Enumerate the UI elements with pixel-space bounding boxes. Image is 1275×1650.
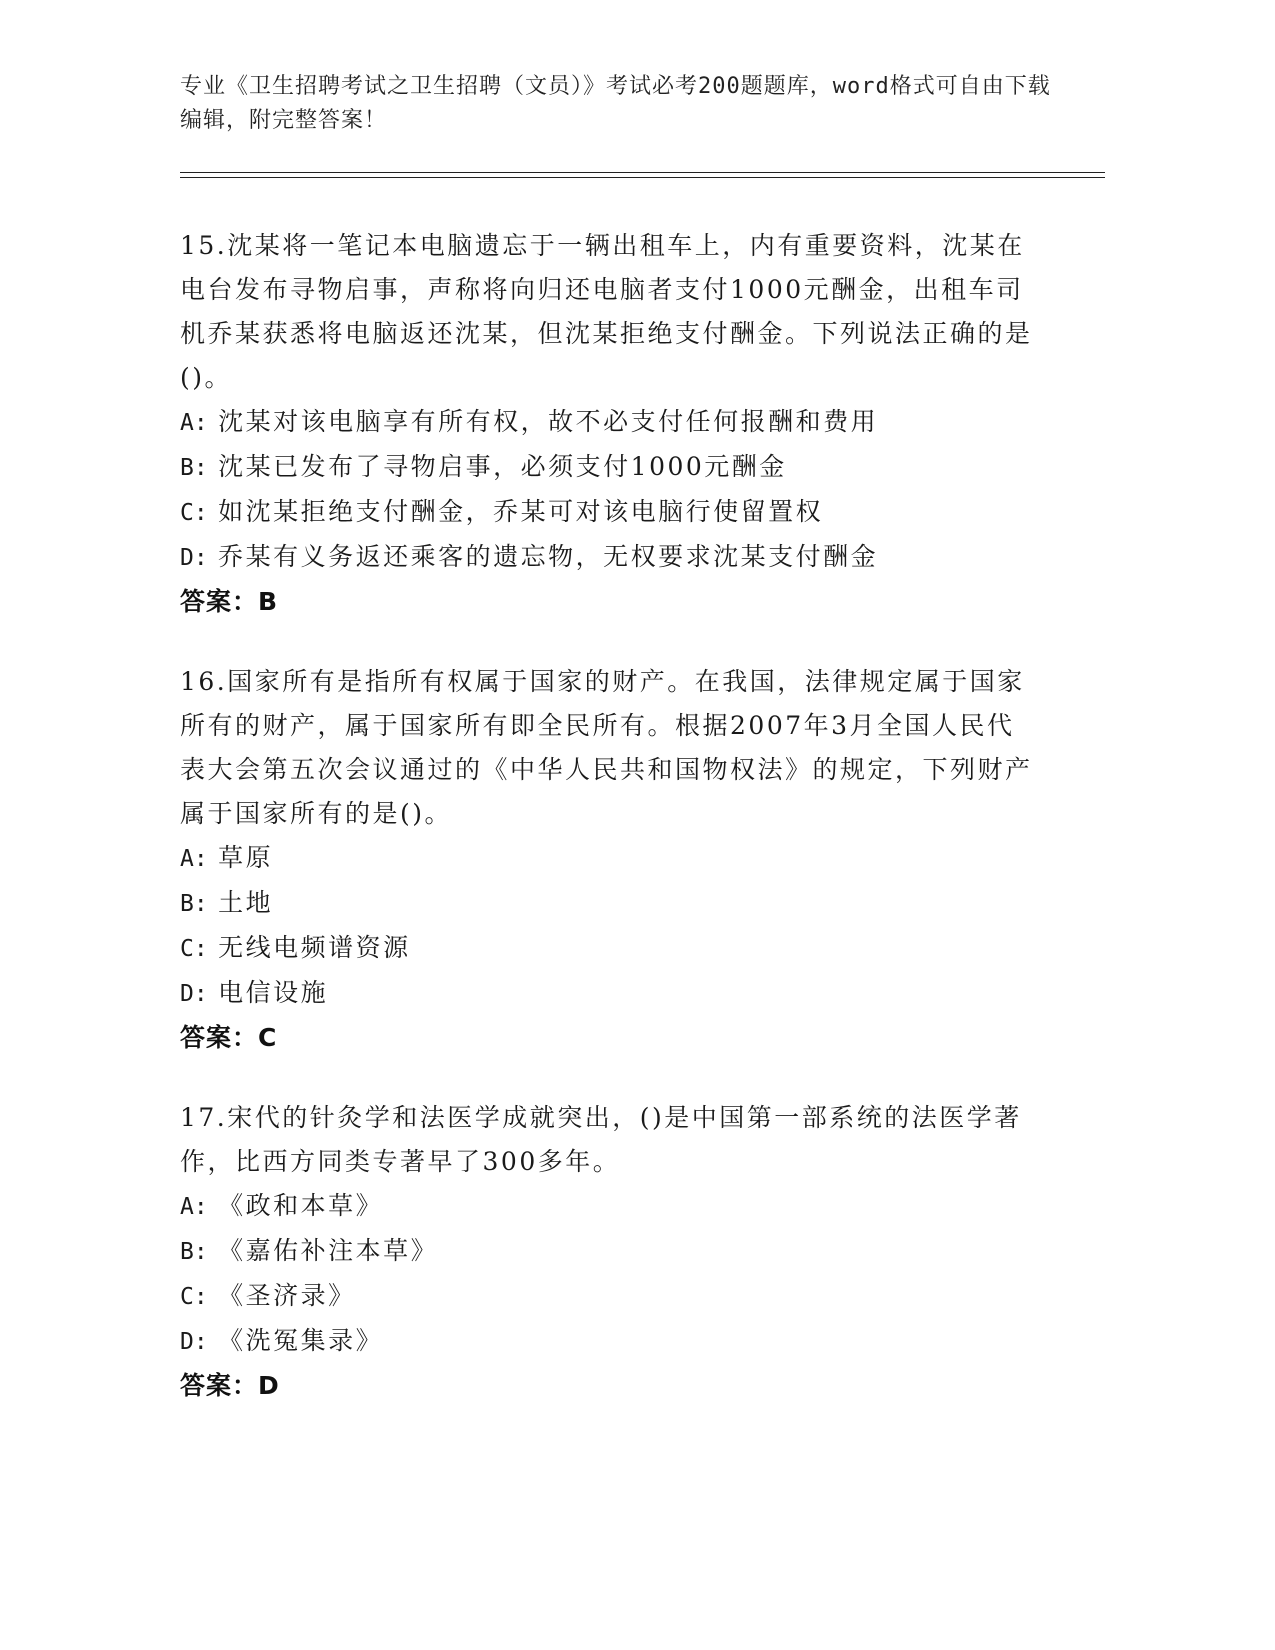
option-letter: C: [180,936,208,962]
option-a [180,1184,1040,1229]
option-c [180,1274,1040,1319]
question-stem: 16.国家所有是指所有权属于国家的财产。在我国，法律规定属于国家所有的财产，属于国家所有即全民所有。根据2007年3月全国人民代表大会第五次会议通过的《中华人民共和国物权法》的规定，下列财产属于国家所有的是()。 [180,667,1033,828]
question-15 [180,224,1040,624]
option-letter: A: [180,410,208,436]
option-text: 乔某有义务返还乘客的遗忘物，无权要求沈某支付酬金 [218,542,879,571]
option-letter: C: [180,1284,208,1310]
option-d [180,535,1040,580]
header-divider-top [180,172,1105,173]
option-b [180,445,1040,490]
option-a [180,400,1040,445]
option-letter: B: [180,1239,208,1265]
option-text: 沈某已发布了寻物启事，必须支付1000元酬金 [218,452,787,481]
option-b [180,1229,1040,1274]
option-text: 无线电频谱资源 [218,933,411,962]
header-divider-bottom [180,177,1105,178]
option-text: 《洗冤集录》 [218,1326,384,1355]
option-letter: A: [180,1194,208,1220]
option-d [180,971,1040,1016]
option-text: 土地 [218,888,274,917]
document-header: 专业《卫生招聘考试之卫生招聘（文员）》考试必考200题题库，word格式可自由下载编辑，附完整答案！ [180,74,1051,133]
question-stem: 17.宋代的针灸学和法医学成就突出，()是中国第一部系统的法医学著作，比西方同类专著早了300多年。 [180,1103,1022,1176]
answer: 答案：D [180,1371,280,1400]
option-text: 《政和本草》 [218,1191,384,1220]
option-text: 如沈某拒绝支付酬金，乔某可对该电脑行使留置权 [218,497,824,526]
option-letter: C: [180,500,208,526]
option-letter: B: [180,891,208,917]
option-a [180,836,1040,881]
option-c [180,490,1040,535]
option-letter: D: [180,1329,208,1355]
option-letter: D: [180,981,208,1007]
option-d [180,1319,1040,1364]
option-b [180,881,1040,926]
option-text: 沈某对该电脑享有所有权，故不必支付任何报酬和费用 [218,407,879,436]
option-letter: B: [180,455,208,481]
question-stem: 15.沈某将一笔记本电脑遗忘于一辆出租车上，内有重要资料，沈某在电台发布寻物启事，声称将向归还电脑者支付1000元酬金，出租车司机乔某获悉将电脑返还沈某，但沈某拒绝支付酬金。下列说法正确的是()。 [180,231,1033,392]
option-c [180,926,1040,971]
question-17 [180,1096,1040,1408]
answer: 答案：C [180,1023,278,1052]
option-letter: A: [180,846,208,872]
option-text: 《圣济录》 [218,1281,356,1310]
question-16 [180,660,1040,1060]
option-text: 草原 [218,843,274,872]
option-text: 电信设施 [218,978,329,1007]
option-letter: D: [180,545,208,571]
option-text: 《嘉佑补注本草》 [218,1236,439,1265]
answer: 答案：B [180,587,279,616]
